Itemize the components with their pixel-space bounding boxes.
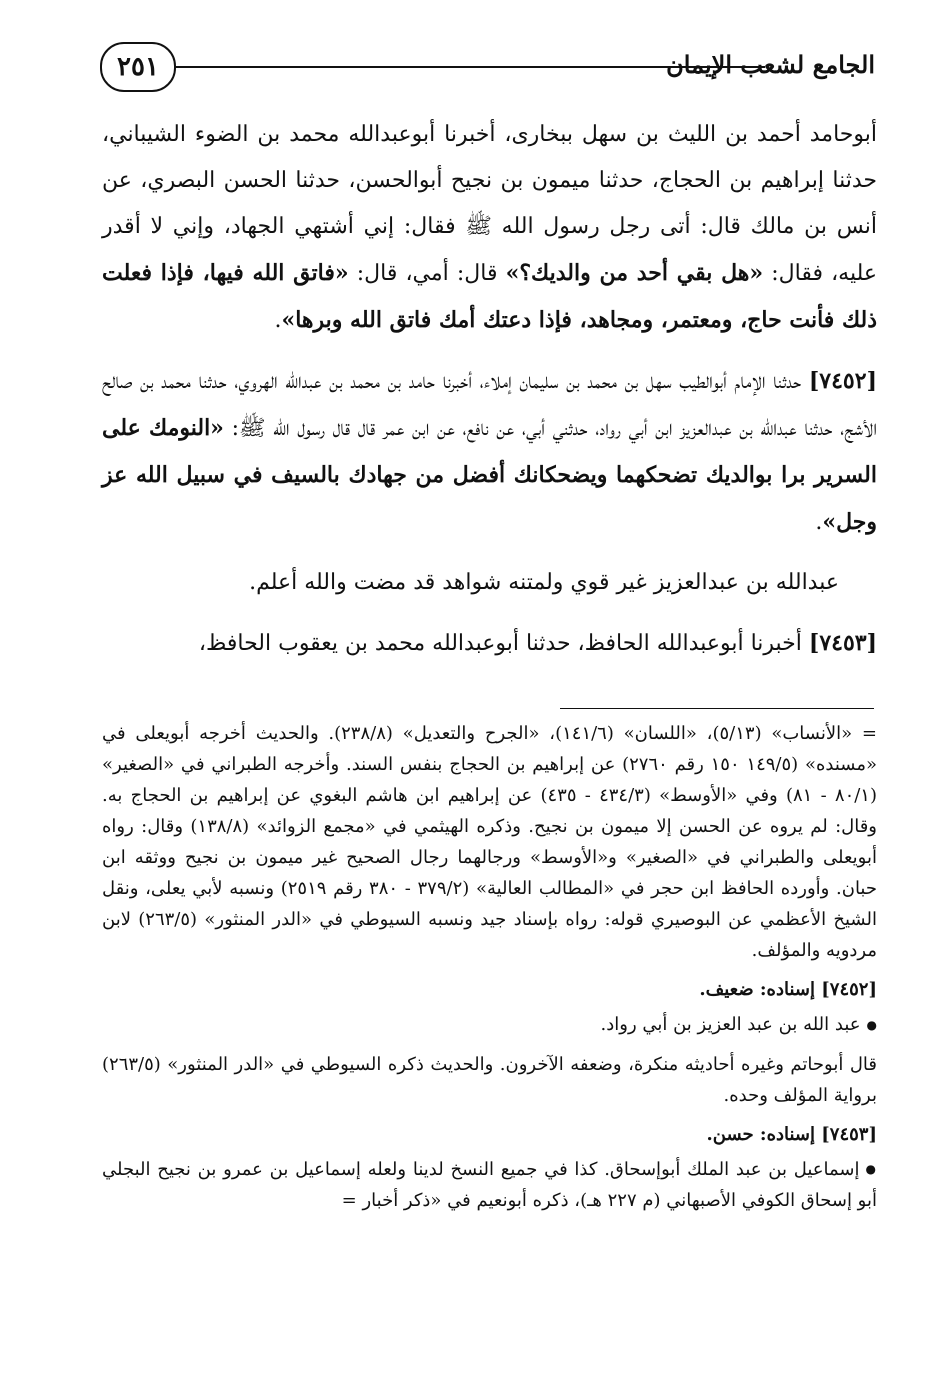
- hadith-number: [٧٤٥٣]: [808, 630, 877, 656]
- isnad-text: قال: أمي، قال:: [356, 261, 498, 286]
- hadith-7453: [102, 620, 877, 667]
- punctuation: .: [815, 510, 823, 535]
- isnad-text: حدثنا الإمام أبوالطيب سهل بن محمد بن سليمان إملاء، أخبرنا حامد بن محمد بن عبدالله الهروي، حدثنا محمد بن صالح الأشج، حدثنا عبدالله بن عبدالعزيز ابن أبي رواد، حدثني أبي، عن نافع، عن ابن عمر قال قال رسول الله ﷺ:: [102, 369, 877, 441]
- footnote-heading: [٧٤٥٢] إسناده: ضعيف.: [699, 979, 877, 1000]
- quote-text: «فاتق الله فيها، فإذا فعلت ذلك فأنت حاج، ومعتمر، ومجاهد، فإذا دعتك أمك فاتق الله وبرها»: [102, 260, 877, 333]
- running-title: الجامع لشعب الإيمان: [666, 50, 875, 79]
- footnote-text: قال أبوحاتم وغيره أحاديثه منكرة، وضعفه الآخرون. والحديث ذكره السيوطي في «الدر المنثور» (٢٦٣/٥) برواية المؤلف وحده.: [102, 1053, 877, 1106]
- punctuation: .: [274, 308, 282, 333]
- hadith-7451-continuation: [102, 112, 877, 344]
- isnad-text: أبوحامد أحمد بن الليث بن سهل ببخارى، أخبرنا أبوعبدالله محمد بن الضوء الشيباني، حدثنا إبراهيم بن الحجاج، حدثنا ميمون بن نجيح أبوالحسن، حدثنا الحسن البصري، عن أنس بن مالك قال: أتى رجل رسول الله ﷺ فقال: إني أشتهي الجهاد، وإني لا أقدر عليه، فقال:: [102, 122, 878, 286]
- footnote-bullet: ● عبد الله بن عبد العزيز بن أبي رواد.: [102, 1009, 877, 1041]
- author-comment: عبدالله بن عبدالعزيز غير قوي ولمتنه شواهد قد مضت والله أعلم.: [249, 570, 839, 595]
- hadith-7452: [102, 358, 877, 546]
- footnote-bullet: ● إسماعيل بن عبد الملك أبوإسحاق. كذا في جميع النسخ لدينا ولعله إسماعيل بن عمرو بن نجيح البجلي أبو إسحاق الكوفي الأصبهاني (م ٢٢٧ هـ)، ذكره أبونعيم في «ذكر أخبار =: [102, 1154, 877, 1217]
- footnote-continued: = «الأنساب» (٥/١٣)، «اللسان» (١٤١/٦)، «الجرح والتعديل» (٢٣٨/٨). والحديث أخرجه أبويعلى في «مسنده» (١٤٩/٥ ١٥٠ رقم ٢٧٦٠) عن إبراهيم بن الحجاج بنفس السند. وأخرجه الطبراني في «الصغير» (٨٠/١ - ٨١) وفي «الأوسط» (٤٣٤/٣ - ٤٣٥) عن إبراهيم ابن هاشم البغوي عن إبراهيم بن الحجاج به. وقال: لم يروه عن الحسن إلا ميمون بن نجيح. وذكره الهيثمي في «مجمع الزوائد» (١٣٨/٨) وقال: رواه أبويعلى والطبراني في «الصغير» و«الأوسط» ورجالهما رجال الصحيح غير ميمون بن نجيح ووثقه ابن حبان. وأورده الحافظ ابن حجر في «المطالب العالية» (٣٧٩/٢ - ٣٨٠ رقم ٢٥١٩) ونسبه لأبي يعلى، ونقل الشيخ الأعظمي عن البوصيري قوله: رواه بإسناد جيد ونسبه السيوطي في «الدر المنثور» (٢٦٣/٥) لابن مردويه والمؤلف.: [102, 723, 878, 961]
- page-number: ٢٥١: [100, 42, 176, 92]
- quote-text: «هل بقي أحد من والديك؟»: [505, 260, 764, 286]
- isnad-text: أخبرنا أبوعبدالله الحافظ، حدثنا أبوعبدالله محمد بن يعقوب الحافظ،: [198, 631, 802, 656]
- quote-text: «النومك على السرير برا بوالديك تضحكهما ويضحكانك أفضل من جهادك بالسيف في سبيل الله عز وجل»: [102, 415, 877, 535]
- footnote-separator: [560, 708, 874, 709]
- main-text: [102, 112, 877, 681]
- footnote-heading: [٧٤٥٣] إسناده: حسن.: [706, 1123, 877, 1145]
- hadith-number: [٧٤٥٢]: [808, 368, 877, 394]
- page-header: [100, 40, 875, 102]
- footnotes: [102, 718, 877, 1224]
